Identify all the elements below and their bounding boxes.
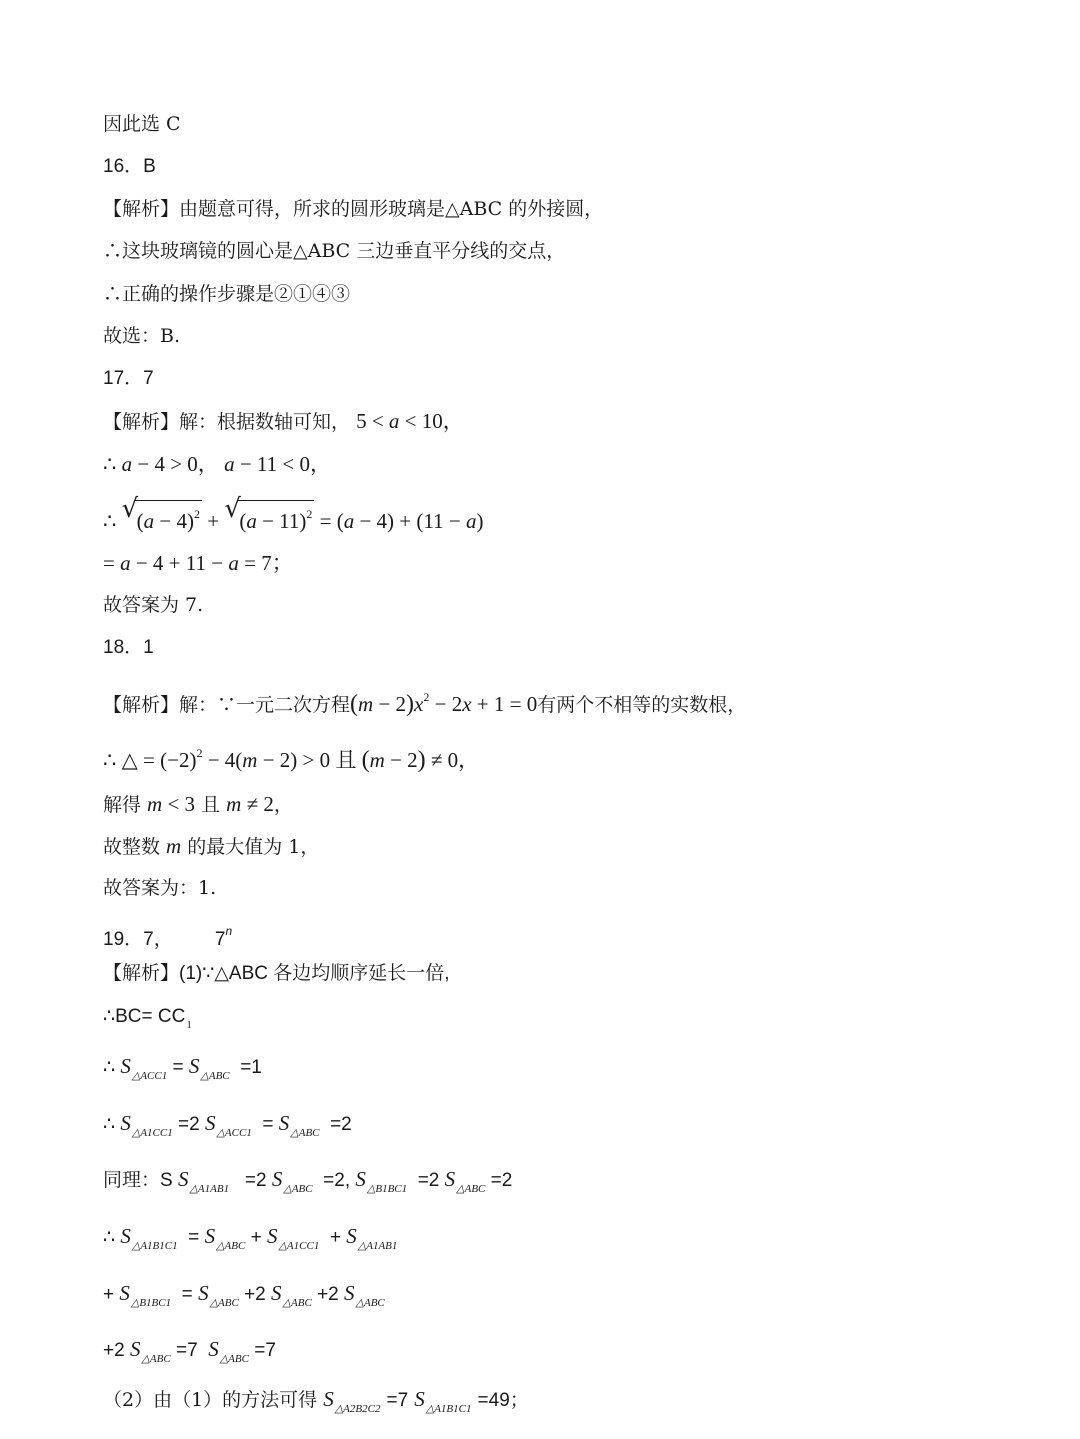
analysis-19-line5: 同理：S $S_{\triangle A1AB1} =2$ $S_{\triangle ABC} =2$, $S_{\triangle B1BC1} =2$ $S_{\triangle ABC} =2$ <box>103 1167 513 1195</box>
analysis-17-line5: 故答案为 7. <box>103 594 204 616</box>
analysis-18-line5: 故答案为：1. <box>103 877 217 899</box>
answer-17-heading: 17．7 <box>103 368 154 389</box>
text-line-conclusion-c: 因此选 C <box>103 113 181 135</box>
analysis-19-line4: ∴ $S_{\triangle A1CC1} =2$ $S_{\triangle ACC1} = S_{\triangle ABC} =2$ <box>103 1111 352 1139</box>
analysis-tag: 【解析】 <box>103 962 180 984</box>
analysis-17-line2: ∴ a − 4 > 0， a − 11 < 0， <box>103 452 331 476</box>
analysis-19-line1: 【解析】(1)∵△ABC 各边均顺序延长一倍, <box>103 962 450 984</box>
math-inequality: 5 < a < 10， <box>356 409 464 433</box>
analysis-17-line4: = a − 4 + 11 − a = 7； <box>103 551 293 575</box>
analysis-19-line2: ∴BC= $CC_1$ <box>103 1006 192 1031</box>
analysis-17-line1: 【解析】解：根据数轴可知， 5 < a < 10， <box>103 409 464 433</box>
analysis-18-line3: 解得 m < 3 且 m ≠ 2， <box>103 792 293 816</box>
analysis-18-line4: 故整数 m 的最大值为 1， <box>103 834 320 858</box>
analysis-16-line2: ∴这块玻璃镜的圆心是△ABC 三边垂直平分线的交点， <box>103 240 566 262</box>
analysis-19-line9: （2）由（1）的方法可得 $S_{\triangle A2B2C2} =7$ $S_{\triangle A1B1C1} =49$； <box>103 1387 529 1415</box>
analysis-18-line1: 【解析】解：∵一元二次方程$(m - 2)x^2 - 2x + 1 = 0$有两个不相等的实数根， <box>103 690 747 717</box>
analysis-19-line6: ∴ $S_{\triangle A1B1C1} = S_{\triangle ABC} + S_{\triangle A1CC1} + S_{\triangle A1AB1}$ <box>103 1224 398 1252</box>
answer-19-heading: 19．7， 7$^n$ <box>103 924 233 950</box>
answer-18-heading: 18．1 <box>103 637 154 658</box>
analysis-19-line7: + $S_{\triangle B1BC1} = S_{\triangle ABC} +2$ $S_{\triangle ABC} +2$ $S_{\triangle ABC}$ <box>103 1281 385 1309</box>
analysis-tag: 【解析】 <box>103 694 180 716</box>
analysis-16-line3: ∴正确的操作步骤是②①④③ <box>103 283 351 305</box>
math-quadratic: $(m - 2)x^2 - 2x + 1 = 0$ <box>350 690 538 717</box>
analysis-19-line3: ∴ $S_{\triangle ACC1} = S_{\triangle ABC} =1$ <box>103 1054 262 1082</box>
analysis-17-line3: ∴ √ $(a - 4)^2$ + √ $(a - 11)^2 = (a - 4) + (11 - a)$ <box>103 494 484 533</box>
answer-16-heading: 16．B <box>103 156 156 177</box>
analysis-tag: 【解析】 <box>103 411 180 433</box>
analysis-16-line4: 故选：B. <box>103 325 181 347</box>
analysis-tag: 【解析】 <box>103 198 180 220</box>
analysis-16-line1: 【解析】由题意可得，所求的圆形玻璃是△ABC 的外接圆， <box>103 198 604 220</box>
analysis-18-line2: ∴ △ = $(-2)^2 - 4(m - 2) > 0$ 且 (m − 2) ≠ 0， <box>103 746 480 773</box>
analysis-19-line8: +2 $S_{\triangle ABC} =7$ $S_{\triangle ABC} =7$ <box>103 1337 276 1365</box>
